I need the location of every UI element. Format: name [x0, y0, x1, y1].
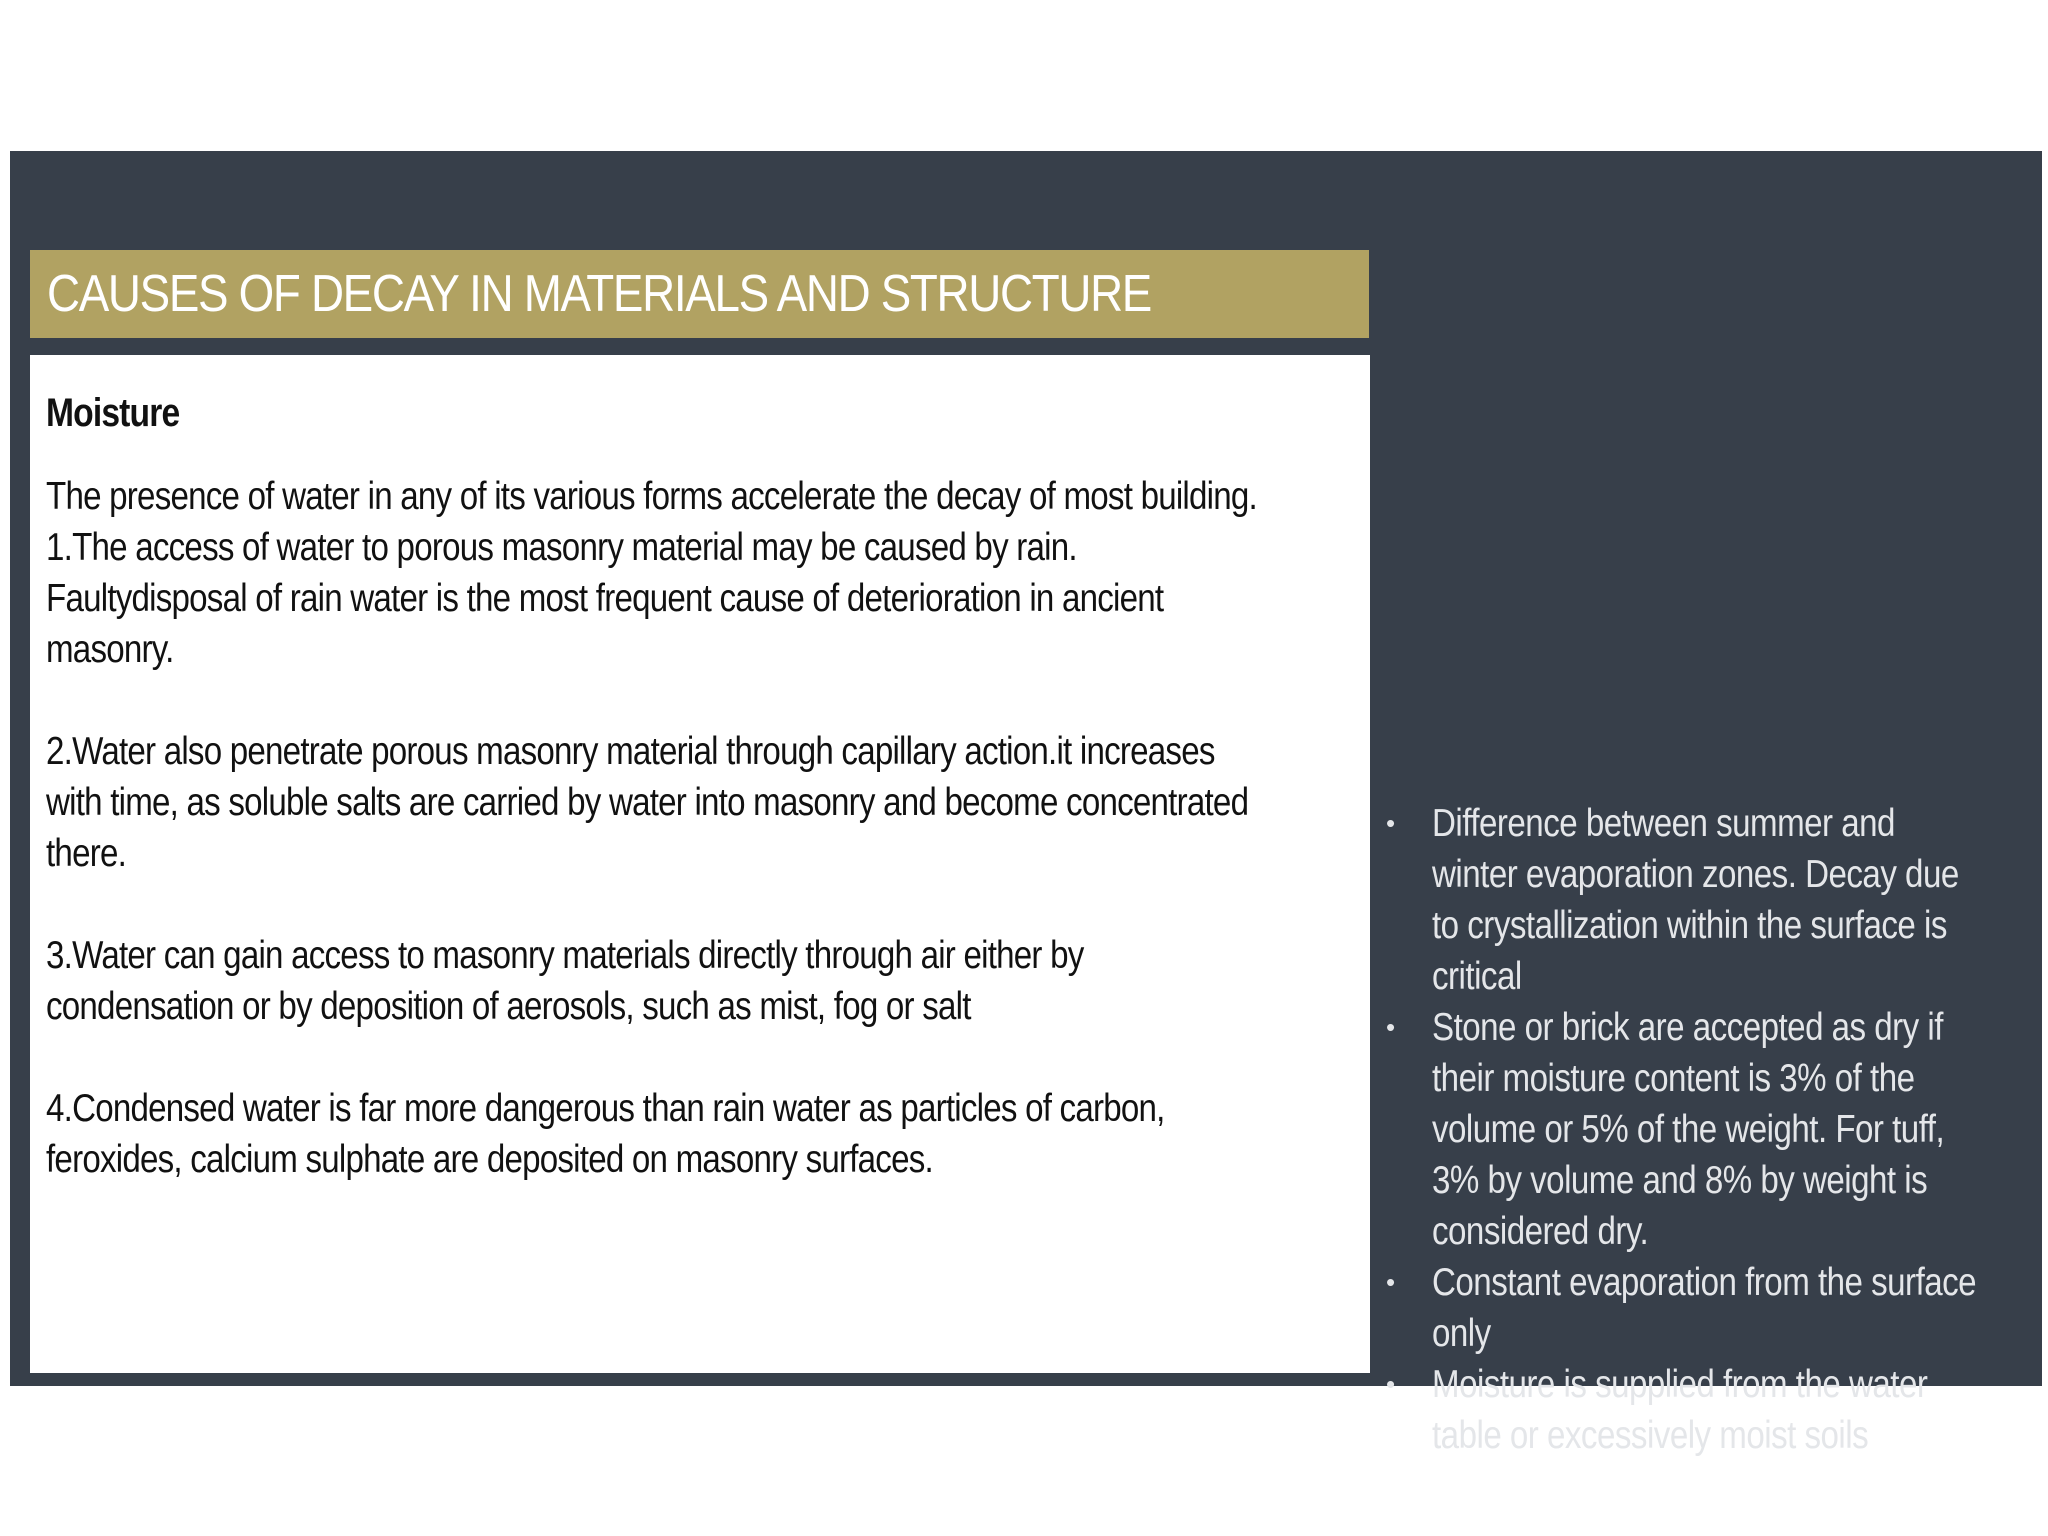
text-line: 2.Water also penetrate porous masonry material through capillary action.it increases: [46, 730, 1215, 773]
text-line: masonry.: [46, 628, 174, 671]
text-line: with time, as soluble salts are carried by water into masonry and become concentrated: [46, 781, 1249, 824]
bullet-line: to crystallization within the surface is: [1432, 904, 1947, 947]
text-line: 3.Water can gain access to masonry materials directly through air either by: [46, 934, 1084, 977]
text-line: there.: [46, 832, 127, 875]
bullet-dot-icon: •: [1386, 1012, 1396, 1042]
bullet-line: table or excessively moist soils: [1432, 1414, 1869, 1457]
bullet-line: only: [1432, 1312, 1491, 1355]
text-line: feroxides, calcium sulphate are deposited on masonry surfaces.: [46, 1138, 933, 1181]
slide-title: CAUSES OF DECAY IN MATERIALS AND STRUCTURE: [47, 265, 1152, 323]
bullet-line: Difference between summer and: [1432, 802, 1895, 845]
bullet-line: their moisture content is 3% of the: [1432, 1057, 1915, 1100]
bullet-dot-icon: •: [1386, 1369, 1396, 1399]
paragraph-gap: [46, 879, 1370, 930]
paragraph-gap: [46, 1032, 1370, 1083]
bullet-list: [1386, 798, 2036, 1461]
title-bar: [30, 250, 1369, 338]
bullet-line: 3% by volume and 8% by weight is: [1432, 1159, 1928, 1202]
text-line: 4.Condensed water is far more dangerous than rain water as particles of carbon,: [46, 1087, 1165, 1130]
section-heading: Moisture: [46, 391, 180, 435]
bullet-line: Stone or brick are accepted as dry if: [1432, 1006, 1943, 1049]
bullet-line: volume or 5% of the weight. For tuff,: [1432, 1108, 1945, 1151]
bullet-item: [1386, 1002, 2036, 1257]
text-line: 1.The access of water to porous masonry material may be caused by rain.: [46, 526, 1077, 569]
paragraph-2: [46, 726, 1370, 879]
text-line: condensation or by deposition of aerosols, such as mist, fog or salt: [46, 985, 971, 1028]
slide: [10, 151, 2042, 1457]
bullet-line: considered dry.: [1432, 1210, 1649, 1253]
paragraph-1: [46, 471, 1370, 675]
text-line: The presence of water in any of its various forms accelerate the decay of most building.: [46, 475, 1257, 518]
paragraph-3: [46, 930, 1370, 1032]
bullet-item: [1386, 798, 2036, 1002]
bullet-line: winter evaporation zones. Decay due: [1432, 853, 1959, 896]
bullet-line: critical: [1432, 955, 1522, 998]
text-line: Faultydisposal of rain water is the most frequent cause of deterioration in ancient: [46, 577, 1164, 620]
bullet-dot-icon: •: [1386, 808, 1396, 838]
bullet-dot-icon: •: [1386, 1267, 1396, 1297]
paragraph-gap: [46, 675, 1370, 726]
bullet-item: [1386, 1359, 2036, 1461]
content-box: [30, 355, 1370, 1373]
bullet-line: Constant evaporation from the surface: [1432, 1261, 1977, 1304]
bullet-line: Moisture is supplied from the water: [1432, 1363, 1928, 1406]
paragraph-4: [46, 1083, 1370, 1185]
bullet-item: [1386, 1257, 2036, 1359]
